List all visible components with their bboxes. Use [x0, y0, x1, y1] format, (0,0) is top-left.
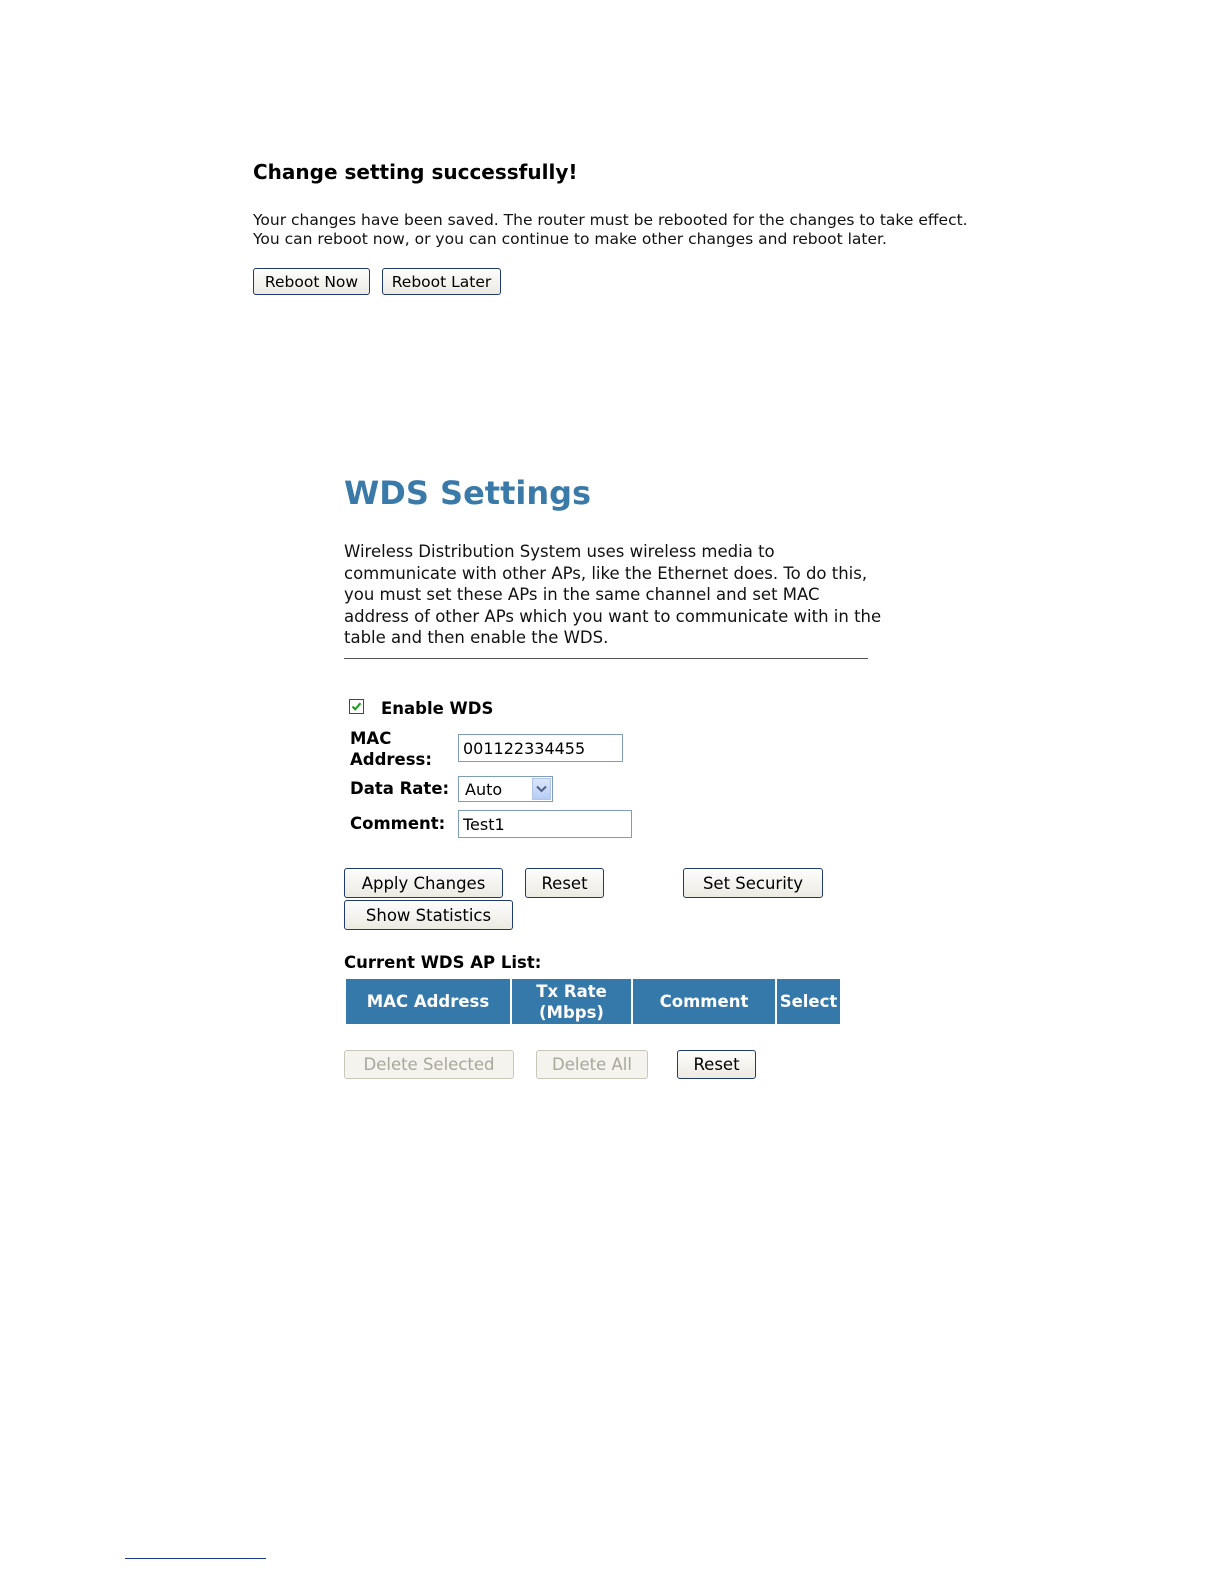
apply-changes-button[interactable]: Apply Changes: [344, 868, 503, 898]
reboot-later-button[interactable]: Reboot Later: [382, 268, 501, 295]
delete-all-button[interactable]: Delete All: [536, 1050, 648, 1079]
mac-label-line2: Address:: [350, 750, 432, 769]
tx-rate-line2: (Mbps): [539, 1002, 604, 1022]
set-security-button[interactable]: Set Security: [683, 868, 823, 898]
footnote-divider: [125, 1558, 266, 1559]
success-message-line1: Your changes have been saved. The router must be rebooted for the changes to take effect.: [253, 211, 968, 229]
comment-label: Comment:: [350, 814, 446, 833]
page-title: WDS Settings: [344, 474, 592, 512]
mac-address-input[interactable]: [458, 734, 623, 762]
data-rate-select[interactable]: [458, 776, 553, 802]
column-header-tx-rate: [512, 979, 631, 1024]
comment-input[interactable]: [458, 810, 632, 838]
page-description: Wireless Distribution System uses wireless media to communicate with other APs, like the Ethernet does. To do this, you must set these APs in the same channel and set MAC address of other APs which you want to communicate with in the table and then enable the WDS.: [344, 542, 882, 647]
divider: [344, 658, 868, 659]
data-rate-label: Data Rate:: [350, 779, 450, 798]
reset-button[interactable]: Reset: [525, 868, 604, 898]
show-statistics-button[interactable]: Show Statistics: [344, 900, 513, 930]
column-header-comment: Comment: [633, 979, 775, 1024]
column-header-mac-address: MAC Address: [346, 979, 510, 1024]
reboot-now-button[interactable]: Reboot Now: [253, 268, 370, 295]
success-message-line2: You can reboot now, or you can continue to make other changes and reboot later.: [253, 230, 887, 248]
tx-rate-line1: Tx Rate: [536, 981, 607, 1001]
mac-address-label: [350, 728, 432, 770]
enable-wds-label: Enable WDS: [381, 699, 494, 718]
data-rate-value: Auto: [465, 780, 503, 799]
column-header-select: Select: [777, 979, 840, 1024]
wds-ap-list-label: Current WDS AP List:: [344, 953, 542, 972]
reset-list-button[interactable]: Reset: [677, 1050, 756, 1079]
success-message: [253, 211, 968, 249]
checkmark-icon: [351, 701, 362, 712]
enable-wds-checkbox[interactable]: [349, 699, 364, 714]
chevron-down-icon[interactable]: [532, 778, 551, 800]
success-title: Change setting successfully!: [253, 160, 578, 184]
mac-label-line1: MAC: [350, 729, 392, 748]
delete-selected-button[interactable]: Delete Selected: [344, 1050, 514, 1079]
